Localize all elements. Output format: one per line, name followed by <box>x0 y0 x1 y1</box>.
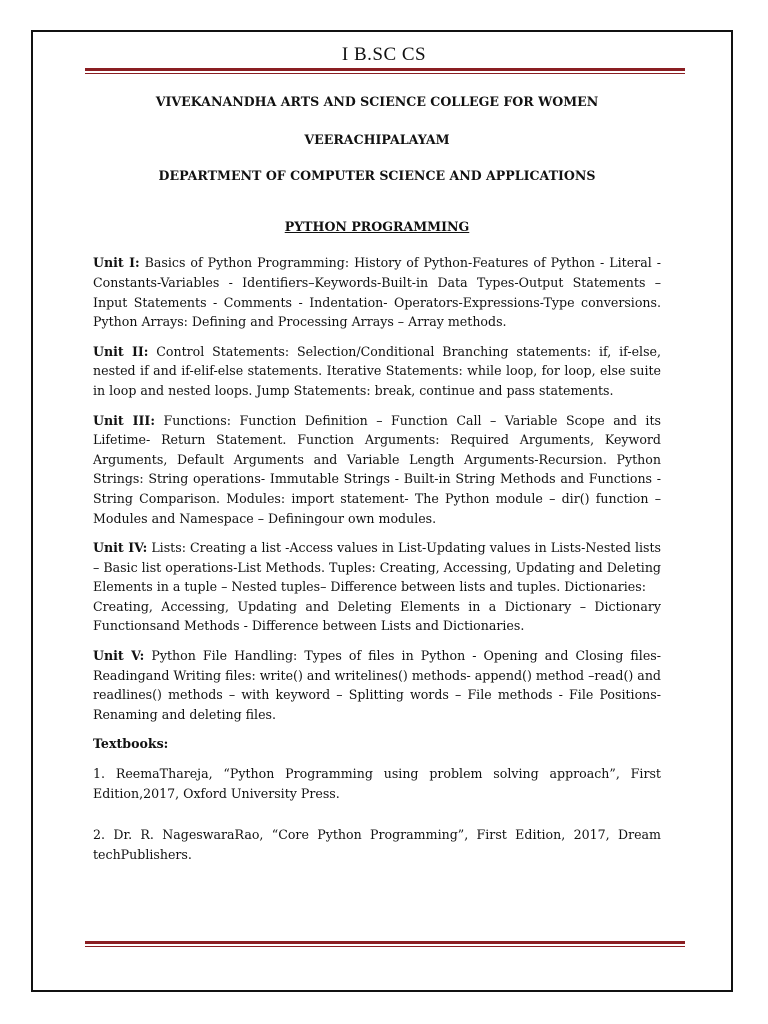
document-body <box>93 92 661 864</box>
unit-4-text: Lists: Creating a list -Access values in List-Updating values in Lists-Nested lists – Basic list operations-List Methods. Tuples: Creating, Accessing, Updating and Deleting Elements in a tuple – Nested tuples– Difference between lists and tuples. Dictionaries: <box>93 540 661 595</box>
textbook-item: 2. Dr. R. NageswaraRao, “Core Python Programming”, First Edition, 2017, Dream techPublishers. <box>93 827 661 862</box>
textbooks-heading: Textbooks: <box>93 736 169 752</box>
unit-4-label: Unit IV: <box>93 540 148 556</box>
college-location: VEERACHIPALAYAM <box>304 131 450 147</box>
footer-rule <box>85 941 685 947</box>
unit-1 <box>93 253 661 331</box>
unit-5 <box>93 646 661 724</box>
subject-title: PYTHON PROGRAMMING <box>284 218 470 234</box>
unit-2 <box>93 342 661 401</box>
unit-1-text: Basics of Python Programming: History of Python-Features of Python - Literal -Constants-Variables - Identifiers–Keywords-Built-in Data Types-Output Statements –Input Statements - Comments - Indentation- Operators-Expressions-Type conversions. Python Arrays: Defining and Processing Arrays – Array methods. <box>93 255 661 330</box>
unit-5-text: Python File Handling: Types of files in Python - Opening and Closing files-Readingand Writing files: write() and writelines() methods- append() method –read() and readlines() methods – with keyword – Splitting words – File methods - File Positions- Renaming and deleting files. <box>93 648 661 722</box>
unit-3 <box>93 411 661 529</box>
unit-3-text: Functions: Function Definition – Function Call – Variable Scope and its Lifetime- Return Statement. Function Arguments: Required Arguments, Keyword Arguments, Default Arguments and Variable Length Arguments-Recursion. Python Strings: String operations- Immutable Strings - Built-in String Methods and Functions - String Comparison. Modules: import statement- The Python module – dir() function – Modules and Namespace – Definingour own modules. <box>93 412 661 526</box>
header-rule <box>85 68 685 74</box>
textbook-item: 1. ReemaThareja, “Python Programming using problem solving approach”, First Edition,2017, Oxford University Press. <box>93 766 661 801</box>
unit-4 <box>93 538 661 636</box>
unit-1-label: Unit I: <box>93 255 140 271</box>
unit-4-text-continued: Creating, Accessing, Updating and Deleting Elements in a Dictionary – Dictionary Functionsand Methods - Difference between Lists and Dictionaries. <box>93 598 661 634</box>
unit-5-label: Unit V: <box>93 648 145 664</box>
unit-2-label: Unit II: <box>93 343 149 359</box>
department-name: DEPARTMENT OF COMPUTER SCIENCE AND APPLICATIONS <box>158 168 596 184</box>
unit-2-text: Control Statements: Selection/Conditional Branching statements: if, if-else, nested if and if-elif-else statements. Iterative Statements: while loop, for loop, else suite in loop and nested loops. Jump Statements: break, continue and pass statements. <box>93 343 661 398</box>
unit-3-label: Unit III: <box>93 412 155 428</box>
page-header-course: I B.SC CS <box>341 44 427 65</box>
college-name: VIVEKANANDHA ARTS AND SCIENCE COLLEGE FOR WOMEN <box>155 94 599 109</box>
